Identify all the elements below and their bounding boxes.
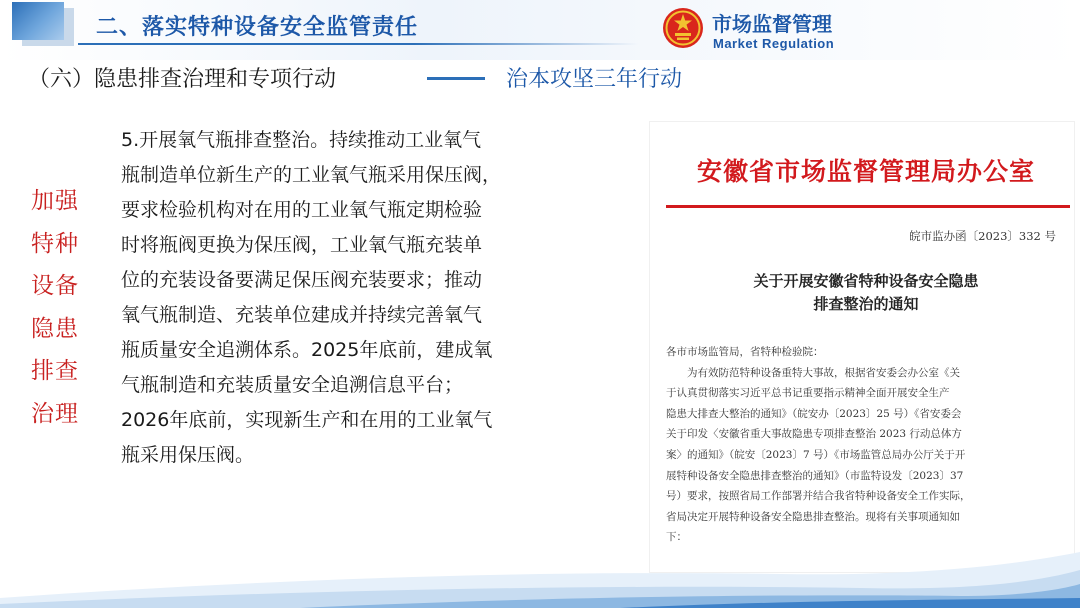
body-line: 瓶采用保压阀。	[121, 444, 255, 466]
side-heading-line: 治理	[31, 400, 79, 427]
body-line: 气瓶制造和充装质量安全追溯信息平台；	[121, 374, 464, 396]
logo-chinese-text: 市场监督管理	[712, 12, 832, 36]
document-body	[666, 342, 1058, 548]
side-heading	[31, 180, 91, 435]
document-body-line: 隐患大排查大整治的通知》（皖安办〔2023〕25 号）《省安委会	[666, 407, 962, 420]
logo-english-text: Market Regulation	[713, 36, 835, 51]
document-body-line: 关于印发〈安徽省重大事故隐患专项排查整治 2023 行动总体方	[666, 428, 962, 441]
body-line: 要求检验机构对在用的工业氧气瓶定期检验	[121, 199, 483, 221]
document-title-line: 排查整治的通知	[813, 295, 919, 313]
document-body-line: 各市市场监管局，省特种检验院：	[666, 346, 824, 358]
subsection-title: （六）隐患排查治理和专项行动	[28, 67, 337, 92]
document-body-line: 下：	[666, 531, 687, 544]
document-issuer: 安徽省市场监督管理局办公室	[696, 157, 1035, 186]
body-line: 瓶制造单位新生产的工业氧气瓶采用保压阀，	[121, 164, 502, 186]
body-line: 位的充装设备要满足保压阀充装要求；推动	[121, 269, 483, 291]
document-title-line: 关于开展安徽省特种设备安全隐患	[753, 272, 979, 290]
body-line: 2026年底前，实现新生产和在用的工业氧气	[121, 409, 493, 431]
body-line: 瓶质量安全追溯体系。2025年底前，建成氧	[121, 339, 493, 361]
section-title: 二、落实特种设备安全监管责任	[96, 15, 419, 40]
action-title: 治本攻坚三年行动	[506, 67, 683, 92]
document-body-line: 于认真贯彻落实习近平总书记重要指示精神全面开展安全生产	[666, 387, 950, 400]
document-body-line: 为有效防范特种设备重特大事故，根据省安委会办公室《关	[666, 366, 960, 379]
body-paragraph	[121, 123, 571, 473]
document-title	[666, 270, 1066, 316]
document-red-rule	[666, 205, 1070, 208]
official-document-image	[650, 122, 1074, 572]
document-body-line: 案〉的通知》（皖安〔2023〕7 号）《市场监管总局办公厅关于开	[666, 448, 966, 461]
market-regulation-emblem-icon	[662, 7, 704, 49]
header-underline	[78, 43, 638, 45]
body-line: 氧气瓶制造、充装单位建成并持续完善氧气	[121, 304, 483, 326]
document-body-line: 展特种设备安全隐患排查整治的通知》（市监特设发〔2023〕37	[666, 469, 964, 482]
body-line: 5.开展氧气瓶排查整治。持续推动工业氧气	[121, 129, 482, 151]
side-heading-line: 加强	[31, 188, 79, 214]
side-heading-line: 排查	[31, 358, 79, 384]
subtitle-dash	[427, 77, 485, 80]
body-line: 时将瓶阀更换为保压阀，工业氧气瓶充装单	[121, 234, 483, 256]
document-number: 皖市监办函〔2023〕332 号	[909, 229, 1056, 243]
side-heading-line: 特种	[31, 230, 79, 257]
header-decor-square	[12, 2, 64, 40]
side-heading-line: 设备	[31, 273, 79, 299]
document-body-line: 号）要求，按照省局工作部署并结合我省特种设备安全工作实际，	[666, 490, 971, 503]
side-heading-line: 隐患	[31, 315, 79, 342]
document-body-line: 省局决定开展特种设备安全隐患排查整治。现将有关事项通知如	[666, 510, 960, 523]
